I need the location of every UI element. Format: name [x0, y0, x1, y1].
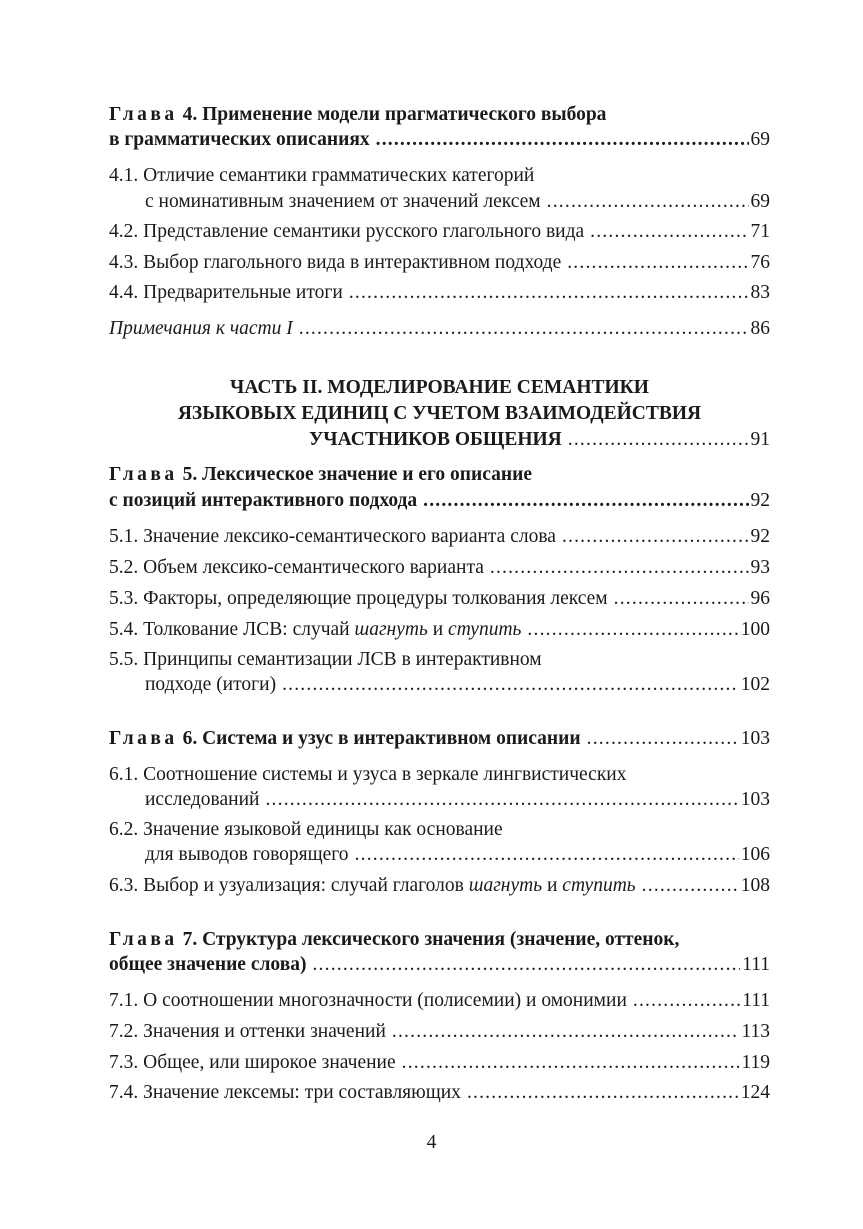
item-title: Значение языковой единицы как основание [143, 819, 503, 840]
dot-leader [376, 127, 749, 153]
page-ref: 92 [750, 490, 770, 511]
part-2-heading [109, 375, 770, 401]
item-number: 5.1. [109, 526, 139, 547]
chapter-prefix: Глава [109, 104, 178, 125]
item-number: 5.2. [109, 557, 139, 578]
item-number: 6.3. [109, 875, 139, 896]
chapter-5-heading [109, 462, 770, 488]
page-ref: 86 [750, 318, 770, 339]
conjunction: и [432, 619, 444, 640]
toc-item [109, 586, 770, 612]
dot-leader [587, 726, 739, 752]
conjunction: и [546, 875, 558, 896]
toc-item [109, 280, 770, 306]
chapter-title: Лексическое значение и его описание [202, 464, 533, 485]
page-ref: 113 [741, 1021, 770, 1042]
item-title: Выбор и узуализация: случай глаголов [143, 875, 464, 896]
chapter-prefix: Глава [109, 929, 178, 950]
toc-item [109, 988, 770, 1014]
item-number: 5.3. [109, 588, 139, 609]
page-number: 4 [426, 1132, 437, 1153]
dot-leader [312, 952, 740, 978]
toc-item [109, 524, 770, 550]
dot-leader [349, 280, 749, 306]
chapter-title: общее значение слова) [109, 954, 307, 975]
item-title: Факторы, определяющие процедуры толкования лексем [143, 588, 608, 609]
chapter-title: в грамматических описаниях [109, 129, 370, 150]
italic-word: шагнуть [468, 875, 543, 896]
item-title: Значение лексемы: три составляющих [143, 1082, 461, 1103]
chapter-6-heading [109, 726, 770, 752]
chapter-number: 7. [182, 929, 198, 950]
toc-item [109, 817, 770, 843]
dot-leader [467, 1080, 739, 1106]
toc-item-cont [109, 189, 770, 215]
part-title: УЧАСТНИКОВ ОБЩЕНИЯ [309, 429, 562, 450]
dot-leader [590, 219, 748, 245]
dot-leader [567, 250, 748, 276]
item-title: подходе (итоги) [145, 674, 277, 695]
toc-item-cont [109, 842, 770, 868]
part-2-heading-cont [109, 427, 770, 453]
chapter-4-heading-cont [109, 127, 770, 153]
item-number: 7.1. [109, 990, 139, 1011]
page-ref: 106 [740, 844, 770, 865]
toc-item-cont [109, 672, 770, 698]
toc-item-cont [109, 787, 770, 813]
toc-item [109, 163, 770, 189]
page-ref: 103 [740, 789, 770, 810]
item-number: 4.2. [109, 221, 139, 242]
item-title: для выводов говорящего [145, 844, 349, 865]
dot-leader [402, 1050, 740, 1076]
item-title: Предварительные итоги [143, 282, 343, 303]
dot-leader [282, 672, 739, 698]
toc-item [109, 250, 770, 276]
notes-entry [109, 316, 770, 342]
chapter-4-heading [109, 102, 770, 128]
item-number: 7.4. [109, 1082, 139, 1103]
chapter-title: с позиций интерактивного подхода [109, 490, 418, 511]
dot-leader [423, 488, 748, 514]
item-title: Соотношение системы и узуса в зеркале лингвистических [143, 764, 627, 785]
dot-leader [642, 873, 739, 899]
page-ref: 71 [750, 221, 770, 242]
dot-leader [568, 427, 749, 453]
page-ref: 69 [750, 191, 770, 212]
item-title: Значения и оттенки значений [143, 1021, 386, 1042]
part-title: ЧАСТЬ II. МОДЕЛИРОВАНИЕ СЕМАНТИКИ [230, 377, 649, 398]
page-ref: 76 [750, 252, 770, 273]
chapter-7-heading [109, 927, 770, 953]
toc-item [109, 647, 770, 673]
item-number: 4.4. [109, 282, 139, 303]
dot-leader [547, 189, 749, 215]
item-title: исследований [145, 789, 260, 810]
toc-item [109, 219, 770, 245]
item-number: 6.2. [109, 819, 139, 840]
italic-word: ступить [562, 875, 636, 896]
page-ref: 111 [742, 954, 770, 975]
item-number: 5.5. [109, 649, 139, 670]
chapter-title: Система и узус в интерактивном описании [202, 728, 581, 749]
chapter-5-heading-cont [109, 488, 770, 514]
part-2-heading [109, 401, 770, 427]
dot-leader [614, 586, 749, 612]
page-ref: 69 [750, 129, 770, 150]
page-ref: 91 [750, 429, 770, 450]
chapter-prefix: Глава [109, 728, 178, 749]
page-ref: 100 [740, 619, 770, 640]
toc-item [109, 1019, 770, 1045]
page-ref: 83 [750, 282, 770, 303]
page-ref: 92 [750, 526, 770, 547]
chapter-number: 6. [182, 728, 198, 749]
chapter-number: 4. [182, 104, 198, 125]
page-ref: 103 [740, 728, 770, 749]
dot-leader [355, 842, 739, 868]
item-title: Объем лексико-семантического варианта [143, 557, 484, 578]
item-title: Значение лексико-семантического варианта слова [143, 526, 556, 547]
toc-item [109, 617, 770, 643]
page-ref: 111 [742, 990, 770, 1011]
dot-leader [392, 1019, 740, 1045]
page-ref: 108 [740, 875, 770, 896]
page-ref: 93 [750, 557, 770, 578]
toc-item [109, 762, 770, 788]
chapter-number: 5. [182, 464, 198, 485]
dot-leader [265, 787, 738, 813]
item-number: 7.3. [109, 1052, 139, 1073]
item-title: Представление семантики русского глагольного вида [143, 221, 585, 242]
chapter-title: Применение модели прагматического выбора [202, 104, 607, 125]
item-title: Толкование ЛСВ: случай [143, 619, 350, 640]
item-title: Общее, или широкое значение [143, 1052, 396, 1073]
item-title: Выбор глагольного вида в интерактивном подходе [143, 252, 562, 273]
item-number: 4.3. [109, 252, 139, 273]
item-title: с номинативным значением от значений лексем [145, 191, 541, 212]
dot-leader [633, 988, 740, 1014]
chapter-7-heading-cont [109, 952, 770, 978]
notes-title: Примечания к части I [109, 318, 293, 339]
page-ref: 119 [741, 1052, 770, 1073]
item-number: 5.4. [109, 619, 139, 640]
item-title: О соотношении многозначности (полисемии) и омонимии [143, 990, 627, 1011]
page-ref: 124 [740, 1082, 770, 1103]
dot-leader [490, 555, 749, 581]
chapter-title: Структура лексического значения (значение, оттенок, [202, 929, 680, 950]
item-title: Принципы семантизации ЛСВ в интерактивном [143, 649, 542, 670]
item-title: Отличие семантики грамматических категорий [143, 165, 535, 186]
part-title: ЯЗЫКОВЫХ ЕДИНИЦ С УЧЕТОМ ВЗАИМОДЕЙСТВИЯ [177, 403, 702, 424]
toc-item [109, 1050, 770, 1076]
item-number: 7.2. [109, 1021, 139, 1042]
toc-item [109, 873, 770, 899]
dot-leader [299, 316, 749, 342]
toc-item [109, 555, 770, 581]
italic-word: ступить [448, 619, 522, 640]
dot-leader [527, 617, 738, 643]
italic-word: шагнуть [354, 619, 428, 640]
item-number: 6.1. [109, 764, 139, 785]
page-ref: 102 [740, 674, 770, 695]
toc-item [109, 1080, 770, 1106]
page-ref: 96 [750, 588, 770, 609]
item-number: 4.1. [109, 165, 139, 186]
chapter-prefix: Глава [109, 464, 178, 485]
dot-leader [562, 524, 749, 550]
